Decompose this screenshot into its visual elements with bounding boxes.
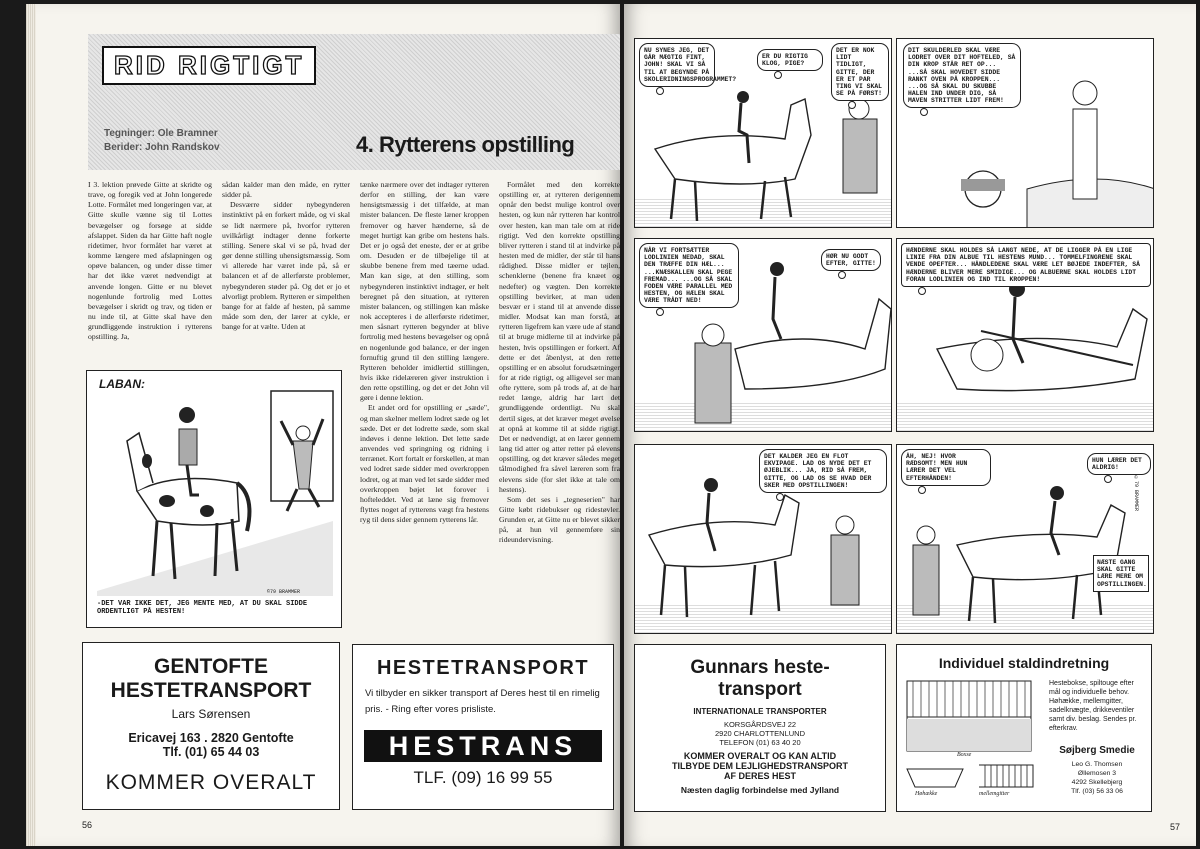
stald-illustration	[903, 679, 1043, 805]
laban-title: LABAN:	[99, 377, 145, 391]
bubble-p4-john: HÆNDERNE SKAL HOLDES SÅ LANGT NEDE, AT DE LIGGER PÅ EN LIGE LINIE FRA DIN ALBUE TIL HESTENS MUND... TOMMELFINGRENE SKAL VENDE OPEFTER... HÅNDLEDENE SKAL VÆRE LET BØJEDE INDEFTER, SÅ HÆNDERNE BLIVER MERE SMIDIGE... OG ALBUERNE SKAL HOLDES LIDT FORAN LODLINIEN OG IND TIL KROPPEN!	[901, 243, 1151, 287]
stald-contact-1: Leo G. Thomsen	[1071, 761, 1123, 768]
comic-panel-2	[896, 38, 1154, 228]
right-page	[624, 4, 1196, 846]
paragraph: tænke nærmere over det indtager rytteren derfor en stilling, der kan være hensigtsmæssig i det tilfælde, at man mister balancen. De fleste læner kroppen fremover og hæver hænderne, så de meget hurtigt kan gribe om hestens hals. Det er jo også det eneste, der er at gribe om. Desuden er de tilbøjelige til at skubbe benene frem med tæerne udad. Man kan sige, at den stilling, som nybegynderen instinktivt indtager, er helt beregnet på den situation, at rytteren mister balancen, og stillingen kan måske nok accepteres i de allerførste ridetimer, men såsnart rytteren begynder at blive fortrolig med hestens bevægelser og opnå en nogenlunde god balance, er der ingen fornuftig grund til den stilling længere. Rytteren beholder imidlertid stillingen, hvis ikke ridelæreren giver instruktion i den rette opstilling, og det er det John vil gøre i denne lektion.	[360, 180, 489, 403]
gentofte-name-1: GENTOFTE	[154, 655, 268, 678]
laban-cartoon	[86, 370, 342, 628]
gunnar-phone: TELEFON (01) 63 40 20	[719, 738, 801, 747]
ad-gunnars-hestetransport	[634, 644, 886, 812]
gunnar-address-2: 2920 CHARLOTTENLUND	[714, 729, 806, 738]
gentofte-phone: Tlf. (01) 65 44 03	[162, 745, 260, 759]
paragraph: Et andet ord for opstilling er „sæde", og man skelner mellem lodret sæde og let sæde. Det er det lodrette sæde, som skal indøves i denne lektion. Det lette sæde anvendes ved springning og ridning i terrænet. Kort fortalt er forskellen, at man ved lodret sæde sidder med overkroppen lodret, og at man ved let sæde sidder med overkroppen bøjet let forover i hofteleddet. Ved at læne sig fremover flyttes noget af rytterens vægt fra hestens ryg til dens sider gennem rytterens lår.	[360, 403, 489, 525]
chapter-title: 4. Rytterens opstilling	[356, 132, 575, 157]
hestrans-logo-text: HESTRANS	[388, 730, 578, 761]
bubble-p6-john: ÅH, NEJ! HVOR RÆDSOMT! MEN HUN LÆRER DET VEL EFTERHÅNDEN!	[901, 449, 991, 486]
bubble-p2-john: DIT SKULDERLED SKAL VÆRE LODRET OVER DIT HOFTELED, SÅ DIN KROP STÅR RET OP... ...SÅ SKAL HOVEDET SIDDE RANKT OVEN PÅ KROPPEN... ...OG SÅ SKAL DU SKUBBE HALEN IND UNDER DIG, SÅ MAVEN STRITTER LIDT FREM!	[903, 43, 1021, 108]
header-band	[88, 34, 620, 170]
laban-signature: ©79 BRAMMER	[267, 589, 301, 595]
paragraph: Desværre sidder nybegynderen instinktivt på en forkert måde, og vi skal se lidt nærmere på, hvorfor rytteren uvilkårligt indtager denne forkerte stilling. Senere skal vi se på, hvad der gør denne stilling uhensigtsmæssig. Som vi allerede har været inde på, så er balancen et af de allerførste problemer, nybegynderen støder på. Og det er jo et alvorligt problem. Rytteren er simpelthen bange for at falde af hesten, på samme måde som den, der lærer at cykle, er bange for at vælte. Uden at	[222, 200, 350, 332]
paragraph: Formålet med den korrekte opstilling er, at rytteren derigennem opnår den bedst mulige kontrol over hesten, og kun når rytteren har kontrol over hesten, kan man tale om at ride rigtigt. Ved den korrekte opstilling bliver rytteren i stand til at indvirke på hesten med de midler, der står til hans rådighed. Disse midler er tøjlen, schenklerne (benene fra knæet og nedefter) og vægten. Den korrekte opstilling bevirker, at man uden besvær er i stand til at anvende disse midler. Modsat kan man forstå, at rytteren ligefrem kan være ude af stand til at bruge midlerne til at indvirke på hesten, hvis opstillingen er forkert. Af dette er det åbenlyst, at den rette opstilling er en absolut forudsætninger for at ride rigtigt, og alligevel ser man ofte ryttere, som på trods af, at de har redet længe, aldrig har lært det grundliggende ordentligt. Nu skal dertil siges, at det kræver meget øvelse at opnå at komme til at sidde rigtigt. Det er nødvendigt, at en lærer gennem lang tid atter og atter retter på elevens opstilling, og det kræver således meget tålmodighed fra såvel læreren som fra elevens side (for slet ikke at tale om hestens).	[499, 180, 620, 494]
comic-panel-4	[896, 238, 1154, 432]
hestetransport-text: Vi tilbyder en sikker transport af Deres hest til en rimelig pris. - Ring efter vores prisliste.	[365, 688, 600, 715]
ad-hestetransport	[352, 644, 614, 810]
p6-caption: NÆSTE GANG SKAL GITTE LÆRE MERE OM OPSTILLINGEN.	[1093, 555, 1149, 592]
bubble-p3-john: NÅR VI FORTSÆTTER LODLINIEN NEDAD, SKAL DEN TRÆFFE DIN HÆL... ...KNÆSKALLEN SKAL PEGE FREMAD... ...OG SÅ SKAL FODEN VÆRE PARALLEL MED HESTEN, OG HÆLEN SKAL VÆRE TRÅDT NED!	[639, 243, 739, 308]
bubble-p1-horse: ER DU RIGTIG KLOG, PIGE?	[757, 49, 823, 71]
gunnar-slogan-2: TILBYDE DEM LEJLIGHEDSTRANSPORT	[671, 761, 848, 771]
article-col-2	[222, 180, 350, 332]
gentofte-owner: Lars Sørensen	[171, 707, 251, 721]
stald-title: Individuel staldindretning	[938, 655, 1110, 671]
page-edge	[26, 4, 36, 846]
left-page	[26, 4, 620, 846]
stald-label-hay: Høhække	[915, 791, 938, 797]
paragraph: Som det ses i „tegneserien" har Gitte købt ridebukser og ridestøvler. Grunden er, at Gitte nu er blevet sikker på, at hun vil gennemføre sin rideundervisning.	[499, 494, 620, 545]
gunnar-slogan-3: AF DERES HEST	[723, 771, 796, 781]
rider-credit: Berider: John Randskov	[104, 142, 220, 153]
stald-text: Hestebokse, spiltouge efter mål og individuelle behov. Høhække, mellemgitter, sadelknægte, drikkeventiler samt div. beslag. Sendes pr. efterkrav.	[1049, 680, 1137, 732]
comic-panel-3	[634, 238, 892, 432]
series-title: RID RIGTIGT	[102, 46, 316, 85]
stald-label-box: Boxse	[957, 752, 972, 758]
paragraph: sådan kalder man den måde, en rytter sidder på.	[222, 180, 350, 200]
bubble-p6-horse: HUN LÆRER DET ALDRIG!	[1087, 453, 1151, 475]
bubble-p3-horse: HØR NU GODT EFTER, GITTE!	[821, 249, 881, 271]
page-number-right: 57	[1169, 822, 1180, 832]
hestrans-logo	[364, 730, 602, 762]
paragraph: I 3. lektion prøvede Gitte at skridte og trave, og foregik ved at John longerede Lotte. Formålet med longeringen var, at Gitte skulle vænne sig til Lottes bevægelser og forsøge at sidde afslappet. Siden da har Gitte haft nogle ridetimer, hvor formålet har været at komme længere med afslapningen og opøve balancen, og under disse timer har det ikke været nødvendigt at anvende longen. Gitte er nu blevet nogenlunde fortrolig med Lottes bevægelser i skridt og trav, og tiden er nu inde til, at Gitte skal have den grundliggende instruktion i rytterens opstilling. Ja,	[88, 180, 212, 342]
laban-illustration	[87, 371, 342, 596]
page-number-left: 56	[82, 820, 93, 830]
gentofte-slogan: KOMMER OVERALT	[105, 771, 317, 794]
hestetransport-phone: TLF. (09) 16 99 55	[413, 768, 553, 787]
stald-label-grid: mellemgitter	[979, 791, 1010, 797]
comic-panel-5	[634, 444, 892, 634]
article-col-3	[360, 180, 489, 525]
laban-caption: -DET VAR IKKE DET, JEG MENTE MED, AT DU SKAL SIDDE ORDENTLIGT PÅ HESTEN!	[97, 600, 308, 616]
comic-panel-6	[896, 444, 1154, 634]
bubble-p5-john: DET KALDER JEG EN FLOT EKVIPAGE. LAD OS NYDE DET ET ØJEBLIK... JA, RID SÅ FREM, GITTE, OG LAD OS SE HVAD DER SKER MED OPSTILLINGEN!	[759, 449, 887, 493]
stald-contact-2: Øllemosen 3	[1077, 770, 1117, 777]
gunnar-title-1: Gunnars heste-	[690, 657, 830, 678]
bubble-p1-gitte: NU SYNES JEG, DET GÅR MÆGTIG FINT, JOHN! SKAL VI SÅ TIL AT BEGYNDE PÅ SKOLERIDNINGSPROGRAMMET?	[639, 43, 715, 87]
p6-signature: ©79 BRAMMER	[1133, 475, 1139, 512]
ad-gentofte-hestetransport	[82, 642, 340, 810]
stald-contact-3: 4292 Skellebjerg	[1071, 779, 1123, 786]
article-col-4	[499, 180, 620, 546]
gunnar-title-2: transport	[718, 679, 802, 700]
gentofte-address: Ericavej 163 . 2820 Gentofte	[128, 731, 294, 745]
artist-credit: Tegninger: Ole Bramner	[104, 128, 218, 139]
stald-company: Søjberg Smedie	[1059, 745, 1135, 756]
article-col-1	[88, 180, 212, 343]
stald-contact-4: Tlf. (03) 56 33 06	[1071, 788, 1123, 795]
ad-staldindretning	[896, 644, 1152, 812]
gunnar-footer: Næsten daglig forbindelse med Jylland	[680, 785, 840, 795]
gentofte-name-2: HESTETRANSPORT	[110, 679, 312, 702]
comic-panel-1	[634, 38, 892, 228]
gunnar-slogan-1: KOMMER OVERALT OG KAN ALTID	[683, 751, 837, 761]
gunnar-subtitle: INTERNATIONALE TRANSPORTER	[693, 707, 827, 716]
bubble-p1-john: DET ER NOK LIDT TIDLIGT, GITTE, DER ER ET PAR TING VI SKAL SE PÅ FØRST!	[831, 43, 889, 101]
gunnar-address-1: KORSGÅRDSVEJ 22	[723, 720, 797, 729]
hestetransport-title: HESTETRANSPORT	[376, 657, 590, 679]
